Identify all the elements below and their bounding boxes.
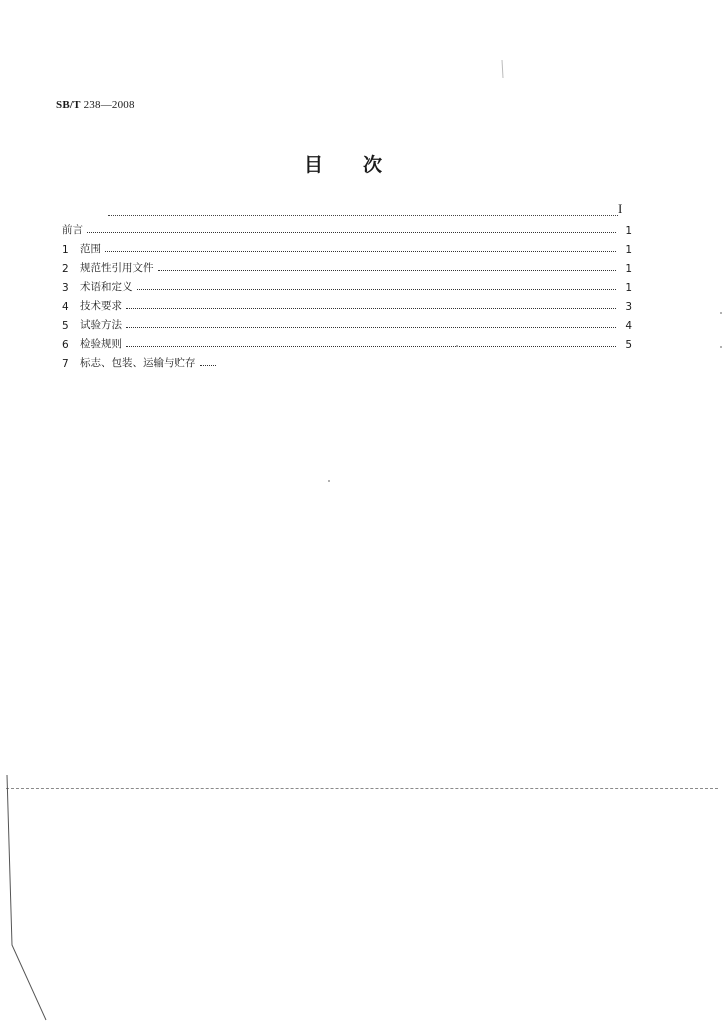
toc-entry-number: 3 — [62, 282, 69, 294]
scan-speck — [328, 480, 330, 482]
toc-entry-label: 技术要求 — [80, 300, 122, 312]
toc-entry-label: 术语和定义 — [80, 281, 133, 293]
toc-entry-label: 标志、包装、运输与贮存 — [80, 357, 196, 369]
toc-entry-number: 1 — [62, 244, 69, 256]
toc-title-char-1: 目 — [304, 154, 324, 176]
toc-entry-page: 1 — [625, 282, 632, 294]
toc-entry-label: 检验规则 — [80, 338, 122, 350]
toc-entry-page: 1 — [625, 225, 632, 237]
toc-entry-page: 5 — [625, 339, 632, 351]
toc-entry-number: 7 — [62, 358, 69, 370]
toc-entry-number: 4 — [62, 301, 69, 313]
roman-page-marker: I — [618, 201, 623, 216]
toc-entry-label: 前言 — [62, 224, 83, 236]
toc-entry-page: 1 — [625, 263, 632, 275]
toc-title-char-2: 次 — [363, 154, 383, 176]
toc-entry-label: 规范性引用文件 — [80, 262, 154, 274]
toc-entry-number: 5 — [62, 320, 69, 332]
scan-speck — [720, 312, 722, 314]
toc-entry-number: 2 — [62, 263, 69, 275]
toc-entry-label: 试验方法 — [80, 319, 122, 331]
toc-entry-page: 4 — [625, 320, 632, 332]
standard-prefix: SB/T — [56, 99, 81, 111]
standard-number: 238—2008 — [83, 99, 135, 111]
scan-speck — [456, 345, 458, 347]
toc-entry-page: 3 — [625, 301, 632, 313]
toc-entry-page: 1 — [625, 244, 632, 256]
scan-speck — [720, 346, 722, 348]
toc-entry-label: 范围 — [80, 243, 101, 255]
toc-entry-number: 6 — [62, 339, 69, 351]
